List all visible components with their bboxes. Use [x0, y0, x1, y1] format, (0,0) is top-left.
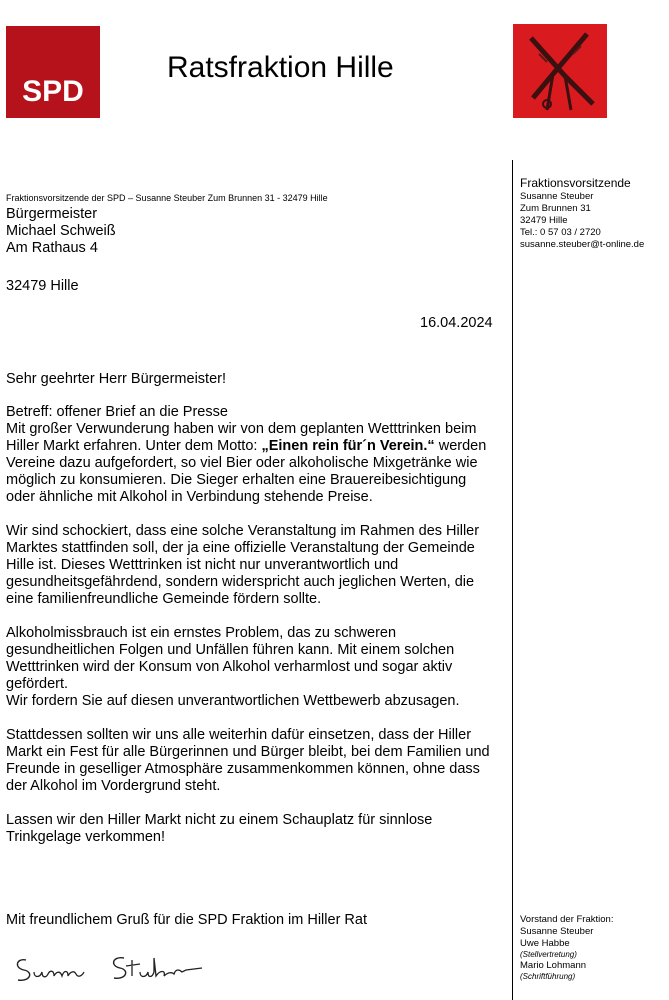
recipient-line: Bürgermeister: [6, 206, 98, 222]
salutation: Sehr geehrter Herr Bürgermeister!: [6, 371, 226, 387]
subject-line: Betreff: offener Brief an die Presse: [6, 404, 228, 420]
body-line: Wetttrinken wird der Konsum von Alkohol verharmlost und sogar aktiv: [6, 659, 453, 675]
vertical-divider: [512, 160, 513, 1000]
body-line: Mit großer Verwunderung haben wir von dem geplanten Wetttrinken beim: [6, 421, 477, 437]
body-line: eine familienfreundliche Gemeinde fördern sollte.: [6, 591, 322, 607]
recipient-line: Michael Schweiß: [6, 223, 116, 239]
body-line: möglich zu konsumieren. Die Sieger erhalten eine Brauereibesichtigung: [6, 472, 467, 488]
contact-street: Zum Brunnen 31: [520, 203, 591, 214]
body-line: gesundheitlichen Folgen und Unfällen führen kann. Mit einem solchen: [6, 642, 455, 658]
body-line: der Alkohol im Vordergrund steht.: [6, 778, 221, 794]
body-line: gefördert.: [6, 676, 69, 692]
body-line: Trinkgelage verkommen!: [6, 829, 166, 845]
motto: „Einen rein für´n Verein.“: [261, 438, 435, 454]
board-heading: Vorstand der Fraktion:: [520, 914, 614, 925]
board-member: Uwe Habbe: [520, 938, 570, 949]
contact-phone: Tel.: 0 57 03 / 2720: [520, 227, 601, 238]
letter-date: 16.04.2024: [420, 315, 493, 331]
body-line: Alkoholmissbrauch ist ein ernstes Problem, das zu schweren: [6, 625, 397, 641]
letter-body: [6, 371, 506, 846]
windmill-icon: [513, 24, 607, 118]
spd-logo: [6, 26, 100, 118]
closing-line: Mit freundlichem Gruß für die SPD Fraktion im Hiller Rat: [6, 912, 367, 928]
board-member: Susanne Steuber: [520, 926, 594, 937]
letterhead-title: Ratsfraktion Hille: [167, 51, 394, 84]
windmill-logo: [513, 24, 607, 118]
recipient-line: Am Rathaus 4: [6, 240, 98, 256]
recipient-address: [6, 206, 116, 295]
body-line: Wir sind schockiert, dass eine solche Veranstaltung im Rahmen des Hiller: [6, 523, 480, 539]
body-line: Freunde in geselliger Atmosphäre zusammenkommen können, ohne dass: [6, 761, 480, 777]
sidebar-contact: [520, 176, 644, 251]
spd-logo-text: SPD: [22, 75, 84, 108]
sender-line: Fraktionsvorsitzende der SPD – Susanne Steuber Zum Brunnen 31 - 32479 Hille: [6, 193, 328, 203]
body-line: gesundheitsgefährdend, sondern widerspricht auch jeglichen Werten, die: [6, 574, 475, 590]
board-member-role: (Schriftführung): [520, 972, 576, 981]
board-member-role: (Stellvertretung): [520, 950, 577, 959]
recipient-line: 32479 Hille: [6, 278, 79, 294]
board-member: Mario Lohmann: [520, 960, 587, 971]
handwritten-signature: [12, 950, 212, 986]
body-line: Marktes stattfinden soll, der ja eine offizielle Veranstaltung der Gemeinde: [6, 540, 475, 556]
contact-name: Susanne Steuber: [520, 191, 594, 202]
body-line: Lassen wir den Hiller Markt nicht zu einem Schauplatz für sinnlose: [6, 812, 433, 828]
sidebar-board: [520, 914, 613, 982]
body-line: Hiller Markt erfahren. Unter dem Motto: „Einen rein für´n Verein.“ werden: [6, 438, 487, 454]
contact-email[interactable]: susanne.steuber@t-online.de: [520, 239, 645, 250]
contact-heading: Fraktionsvorsitzende: [520, 176, 631, 190]
body-line: Markt ein Fest für alle Bürgerinnen und Bürger bleibt, bei dem Familien und: [6, 744, 490, 760]
body-line: oder ähnliche mit Alkohol in Verbindung stehende Preise.: [6, 489, 373, 505]
body-line: Vereine dazu aufgefordert, so viel Bier oder alkoholische Mixgetränke wie: [6, 455, 478, 471]
body-line: Wir fordern Sie auf diesen unverantwortlichen Wettbewerb abzusagen.: [6, 693, 460, 709]
contact-city: 32479 Hille: [520, 215, 568, 226]
body-line: Hille ist. Dieses Wetttrinken ist nicht nur unverantwortlich und: [6, 557, 399, 573]
body-line: Stattdessen sollten wir uns alle weiterhin dafür einsetzen, dass der Hiller: [6, 727, 472, 743]
